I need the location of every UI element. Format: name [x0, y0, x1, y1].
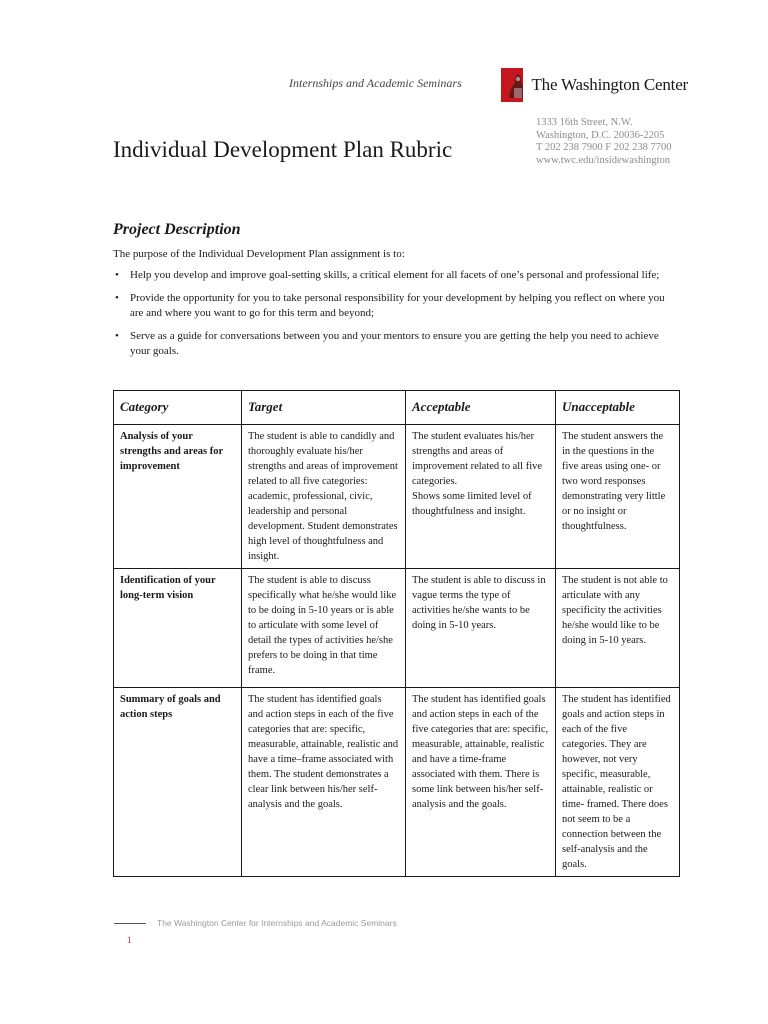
intro-text: The purpose of the Individual Development Plan assignment is to:: [113, 248, 405, 260]
target-cell: The student is able to candidly and thoroughly evaluate his/her strengths and areas of improvement related to all five categories: academic, professional, civic, leadership and personal development. Student demonstrates high level of thoughtfulness and insight.: [242, 425, 406, 569]
rubric-table: [113, 390, 680, 877]
header-tagline: Internships and Academic Seminars: [289, 76, 462, 90]
page-number: 1: [127, 935, 132, 945]
bullet-text: Serve as a guide for conversations between you and your mentors to ensure you are getting the help you need to achieve your goals.: [130, 330, 659, 357]
table-row: [114, 688, 680, 877]
category-cell: Analysis of your strengths and areas for improvement: [114, 425, 242, 569]
bullet-item: [113, 329, 673, 359]
table-row: [114, 425, 680, 569]
acceptable-cell: [406, 688, 556, 877]
acceptable-text: Shows some limited level of thoughtfulness and insight.: [412, 491, 532, 517]
acceptable-text: The student evaluates his/her strengths and areas of improvement related to all five categories.: [412, 431, 543, 487]
category-cell: Summary of goals and action steps: [114, 688, 242, 877]
acceptable-text: The student has identified goals and action steps in each of the five categories that are: specific, measurable, attainable, realistic and have a time-frame associated with them. There is some link between his/her self-analysis and the goals.: [412, 694, 549, 810]
bullet-icon: •: [115, 292, 119, 304]
washington-center-logo: [501, 68, 688, 102]
address-line: 1333 16th Street, N.W.: [536, 117, 633, 128]
bullet-item: [113, 291, 673, 321]
footer-text: The Washington Center for Internships and Academic Seminars: [157, 918, 397, 928]
header-acceptable: Acceptable: [406, 391, 556, 425]
bullet-item: [113, 268, 673, 283]
bullet-text: Help you develop and improve goal-setting skills, a critical element for all facets of one’s personal and professional life;: [130, 269, 660, 281]
unacceptable-cell: The student has identified goals and action steps in each of the five categories. They are however, not very specific, measurable, attainable, realistic or time- framed. There does not seem to be a connection between the self-analysis and the goals.: [556, 688, 680, 877]
target-cell: The student has identified goals and action steps in each of the five categories that are: specific, measurable, attainable, realistic and have a time–frame associated with them. The student demonstrates a clear link between his/her self-analysis and the goals.: [242, 688, 406, 877]
category-cell: Identification of your long-term vision: [114, 569, 242, 688]
target-cell: The student is able to discuss specifically what he/she would like to be doing in 5-10 years or is able to articulate with some level of detail the types of activities he/she prefers to be doing in that time frame.: [242, 569, 406, 688]
logo-wordmark: The Washington Center: [523, 68, 688, 102]
unacceptable-cell: The student is not able to articulate with any specificity the activities he/she would like to be doing in 5-10 years.: [556, 569, 680, 688]
address-line: Washington, D.C. 20036-2205: [536, 129, 665, 141]
acceptable-cell: [406, 425, 556, 569]
website-link[interactable]: www.twc.edu/insidewashington: [536, 154, 671, 166]
acceptable-text: The student is able to discuss in vague terms the type of activities he/she wants to be doing in 5-10 years.: [412, 575, 546, 631]
header-unacceptable: Unacceptable: [556, 391, 680, 425]
rubric-header-row: [114, 391, 680, 425]
section-heading: Project Description: [113, 221, 241, 238]
unacceptable-cell: The student answers the in the questions in the five areas using one- or two word responses demonstrating very little or no insight or thoughtfulness.: [556, 425, 680, 569]
header-category: Category: [114, 391, 242, 425]
document-title: Individual Development Plan Rubric: [113, 137, 453, 162]
address-block: [536, 117, 671, 167]
bullet-text: Provide the opportunity for you to take personal responsibility for your development by helping you reflect on where you are and where you want to go for this term and beyond;: [130, 292, 665, 319]
purpose-bullet-list: [113, 268, 673, 367]
phone-fax-line: T 202 238 7900 F 202 238 7700: [536, 142, 672, 154]
table-row: [114, 569, 680, 688]
capitol-emblem-icon: [501, 68, 523, 102]
acceptable-cell: [406, 569, 556, 688]
header-target: Target: [242, 391, 406, 425]
bullet-icon: •: [115, 269, 119, 281]
footer-divider: [114, 923, 146, 924]
bullet-icon: •: [115, 330, 119, 342]
